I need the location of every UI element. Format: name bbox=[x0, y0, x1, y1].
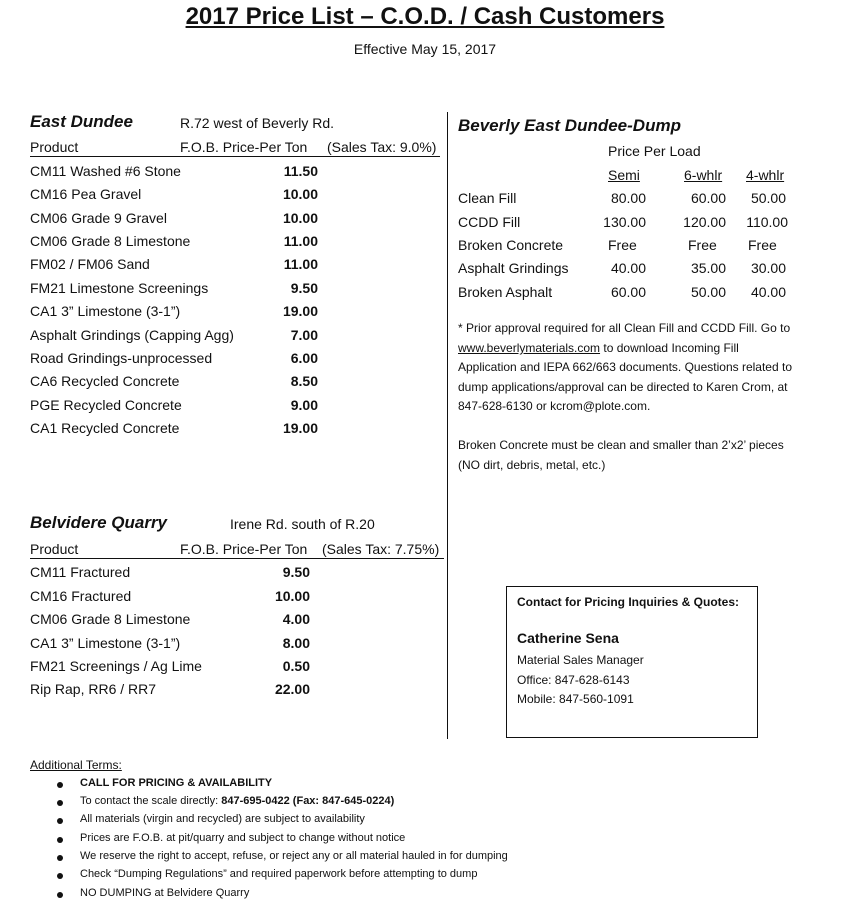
bullet-icon bbox=[57, 873, 63, 879]
price-value: 11.00 bbox=[283, 256, 318, 272]
website-link[interactable]: www.beverlymaterials.com bbox=[458, 341, 601, 355]
note-line: * Prior approval required for all Clean Fill and CCDD Fill. Go to bbox=[458, 321, 791, 335]
table-cell: 130.00 bbox=[603, 214, 646, 230]
list-item bbox=[80, 795, 394, 807]
price-value: 10.00 bbox=[282, 210, 318, 226]
list-item: Asphalt Grindings (Capping Agg) bbox=[30, 327, 234, 343]
note-text: to download Incoming Fill bbox=[603, 341, 739, 355]
price-value: 19.00 bbox=[282, 420, 318, 436]
price-value: 7.00 bbox=[290, 327, 318, 343]
list-item: FM21 Screenings / Ag Lime bbox=[30, 658, 202, 674]
price-value: 9.50 bbox=[282, 564, 310, 580]
bullet-icon bbox=[57, 800, 63, 806]
page-title: 2017 Price List – C.O.D. / Cash Customers bbox=[185, 3, 665, 30]
bullet-icon bbox=[57, 855, 63, 861]
list-item: CM06 Grade 9 Gravel bbox=[30, 210, 167, 226]
list-item: Road Grindings-unprocessed bbox=[30, 350, 213, 366]
terms-heading: Additional Terms: bbox=[30, 758, 122, 772]
table-cell: 50.00 bbox=[750, 190, 786, 206]
price-value: 4.00 bbox=[282, 611, 310, 627]
bullet-icon bbox=[57, 818, 63, 824]
column-header-4whlr: 4-whlr bbox=[746, 167, 785, 183]
table-cell: 110.00 bbox=[746, 214, 788, 230]
note-line: dump applications/approval can be directed to Karen Crom, at bbox=[458, 380, 788, 394]
east-dundee-heading: East Dundee bbox=[30, 112, 133, 131]
price-value: 8.00 bbox=[282, 635, 310, 651]
east-dundee-tax-header: (Sales Tax: 9.0%) bbox=[327, 139, 437, 155]
table-cell: Free bbox=[748, 237, 777, 253]
price-value: 6.00 bbox=[290, 350, 318, 366]
price-value: 10.00 bbox=[282, 186, 318, 202]
list-item: CA1 3” Limestone (3-1”) bbox=[30, 303, 181, 319]
price-value: 22.00 bbox=[274, 681, 310, 697]
belvidere-price-header: F.O.B. Price-Per Ton bbox=[180, 541, 308, 557]
price-value: 19.00 bbox=[282, 303, 318, 319]
list-item: CA1 3” Limestone (3-1”) bbox=[30, 635, 181, 651]
table-row: Broken Asphalt bbox=[458, 284, 553, 300]
price-per-load-label: Price Per Load bbox=[608, 143, 701, 159]
belvidere-location: Irene Rd. south of R.20 bbox=[230, 516, 375, 532]
table-cell: Free bbox=[608, 237, 637, 253]
list-item: PGE Recycled Concrete bbox=[30, 397, 182, 413]
contact-mobile-phone: Mobile: 847-560-1091 bbox=[517, 692, 634, 706]
note-line: 847-628-6130 or kcrom@plote.com. bbox=[458, 399, 651, 413]
table-cell: 50.00 bbox=[690, 284, 726, 300]
east-dundee-location: R.72 west of Beverly Rd. bbox=[180, 115, 335, 131]
table-cell: 35.00 bbox=[690, 260, 726, 276]
column-header-semi: Semi bbox=[608, 167, 640, 183]
price-value: 11.50 bbox=[283, 163, 318, 179]
contact-role: Material Sales Manager bbox=[517, 653, 644, 667]
term-text: To contact the scale directly: bbox=[80, 795, 219, 807]
bullet-icon bbox=[57, 837, 63, 843]
price-value: 0.50 bbox=[282, 658, 310, 674]
list-item: CM16 Fractured bbox=[30, 588, 132, 604]
table-cell: Free bbox=[688, 237, 717, 253]
list-item: We reserve the right to accept, refuse, or reject any or all material hauled in for dumping bbox=[80, 850, 508, 862]
scale-phone: 847-695-0422 (Fax: 847-645-0224) bbox=[221, 795, 395, 807]
list-item: FM02 / FM06 Sand bbox=[30, 256, 150, 272]
list-item: CM16 Pea Gravel bbox=[30, 186, 142, 202]
table-cell: 40.00 bbox=[610, 260, 646, 276]
belvidere-heading: Belvidere Quarry bbox=[30, 513, 168, 532]
contact-name: Catherine Sena bbox=[517, 630, 619, 646]
table-cell: 30.00 bbox=[750, 260, 786, 276]
price-value: 9.50 bbox=[290, 280, 318, 296]
list-item: CM11 Fractured bbox=[30, 564, 131, 580]
table-cell: 120.00 bbox=[683, 214, 726, 230]
note-line: (NO dirt, debris, metal, etc.) bbox=[458, 458, 606, 472]
list-item: Check “Dumping Regulations” and required paperwork before attempting to dump bbox=[80, 868, 478, 880]
note-line-with-link bbox=[458, 341, 739, 355]
note-line: Broken Concrete must be clean and smaller than 2’x2’ pieces bbox=[458, 438, 784, 452]
column-divider bbox=[447, 112, 448, 739]
bullet-icon bbox=[57, 782, 63, 788]
belvidere-product-header: Product bbox=[30, 541, 79, 557]
belvidere-tax-header: (Sales Tax: 7.75%) bbox=[322, 541, 440, 557]
east-dundee-header-underline bbox=[30, 156, 440, 157]
belvidere-header-underline bbox=[30, 558, 444, 559]
contact-heading: Contact for Pricing Inquiries & Quotes: bbox=[517, 595, 740, 609]
price-value: 9.00 bbox=[290, 397, 318, 413]
east-dundee-price-header: F.O.B. Price-Per Ton bbox=[180, 139, 308, 155]
list-item: FM21 Limestone Screenings bbox=[30, 280, 209, 296]
list-item: CA1 Recycled Concrete bbox=[30, 420, 180, 436]
table-cell: 60.00 bbox=[610, 284, 646, 300]
list-item: CM11 Washed #6 Stone bbox=[30, 163, 181, 179]
list-item: NO DUMPING at Belvidere Quarry bbox=[80, 887, 250, 899]
bullet-icon bbox=[57, 892, 63, 898]
table-cell: 40.00 bbox=[750, 284, 786, 300]
table-row: Clean Fill bbox=[458, 190, 517, 206]
contact-office-phone: Office: 847-628-6143 bbox=[517, 673, 630, 687]
list-item: Rip Rap, RR6 / RR7 bbox=[30, 681, 157, 697]
list-item: CM06 Grade 8 Limestone bbox=[30, 611, 191, 627]
table-row: Asphalt Grindings bbox=[458, 260, 569, 276]
list-item: CALL FOR PRICING & AVAILABILITY bbox=[80, 777, 273, 789]
table-row: Broken Concrete bbox=[458, 237, 564, 253]
column-header-6whlr: 6-whlr bbox=[684, 167, 723, 183]
table-row: CCDD Fill bbox=[458, 214, 521, 230]
list-item: CA6 Recycled Concrete bbox=[30, 373, 180, 389]
list-item: All materials (virgin and recycled) are subject to availability bbox=[80, 813, 365, 825]
table-cell: 60.00 bbox=[690, 190, 726, 206]
list-item: CM06 Grade 8 Limestone bbox=[30, 233, 191, 249]
list-item: Prices are F.O.B. at pit/quarry and subject to change without notice bbox=[80, 832, 406, 844]
table-cell: 80.00 bbox=[610, 190, 646, 206]
price-value: 8.50 bbox=[290, 373, 318, 389]
effective-date: Effective May 15, 2017 bbox=[353, 41, 497, 57]
price-value: 10.00 bbox=[274, 588, 310, 604]
price-value: 11.00 bbox=[283, 233, 318, 249]
note-line: Application and IEPA 662/663 documents. Questions related to bbox=[458, 360, 792, 374]
east-dundee-product-header: Product bbox=[30, 139, 79, 155]
dump-heading: Beverly East Dundee-Dump bbox=[458, 116, 681, 135]
